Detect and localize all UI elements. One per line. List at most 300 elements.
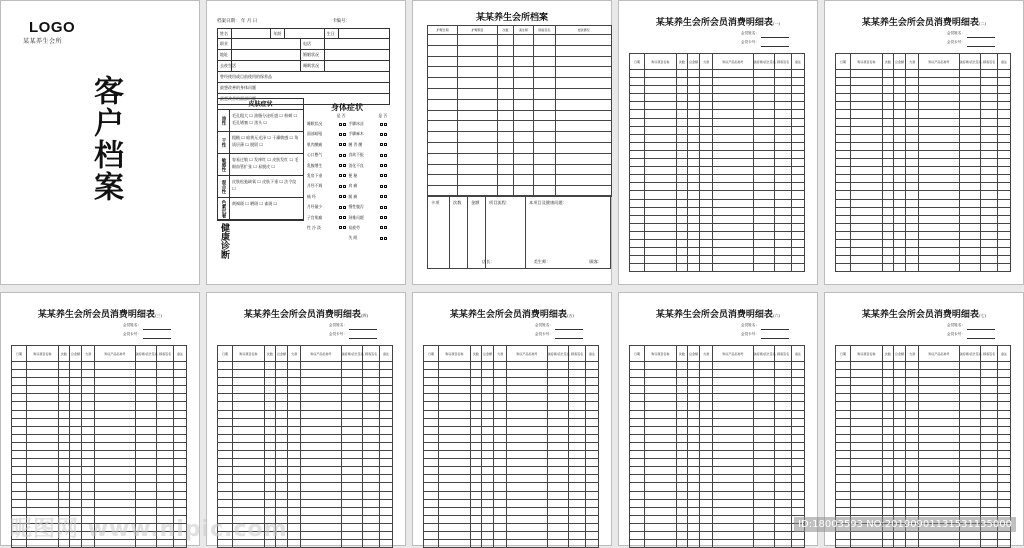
ledger-cell[interactable] [959,256,980,264]
archive-cell[interactable] [458,88,498,99]
ledger-cell[interactable] [288,467,301,475]
ledger-cell[interactable] [882,215,893,223]
ledger-cell[interactable] [380,531,393,539]
ledger-cell[interactable] [644,386,676,394]
ledger-cell[interactable] [753,94,774,102]
ledger-cell[interactable] [438,475,470,483]
ledger-cell[interactable] [687,531,700,539]
ledger-cell[interactable] [687,191,700,199]
ledger-cell[interactable] [644,70,676,78]
archive-cell[interactable] [534,164,556,175]
ledger-cell[interactable] [676,118,687,126]
ledger-cell[interactable] [547,475,568,483]
ledger-cell[interactable] [644,475,676,483]
ledger-cell[interactable] [687,199,700,207]
ledger-cell[interactable] [893,434,906,442]
archive-cell[interactable] [556,142,612,153]
skin-row-options[interactable]: 毛孔粗大 ☐ 油脂分泌旺盛 ☐ 粉刺 ☐ 毛孔堵塞 ☐ 黑头 ☐ [232,113,298,125]
ledger-cell[interactable] [919,167,960,175]
ledger-cell[interactable] [753,167,774,175]
ledger-cell[interactable] [494,362,507,370]
ledger-cell[interactable] [959,239,980,247]
ledger-cell[interactable] [753,159,774,167]
archive-cell[interactable] [428,121,458,132]
ledger-cell[interactable] [775,86,792,94]
ledger-cell[interactable] [174,410,187,418]
ledger-cell[interactable] [363,491,380,499]
ledger-cell[interactable] [586,491,599,499]
ledger-cell[interactable] [424,507,439,515]
ledger-cell[interactable] [753,451,774,459]
ledger-cell[interactable] [58,499,69,507]
ledger-cell[interactable] [644,491,676,499]
ledger-cell[interactable] [676,215,687,223]
ledger-cell[interactable] [380,362,393,370]
ledger-cell[interactable] [998,394,1011,402]
ledger-cell[interactable] [850,434,882,442]
ledger-cell[interactable] [676,183,687,191]
ledger-cell[interactable] [919,499,960,507]
ledger-cell[interactable] [792,256,805,264]
ledger-cell[interactable] [301,442,342,450]
ledger-cell[interactable] [424,467,439,475]
ledger-cell[interactable] [218,491,233,499]
ledger-cell[interactable] [882,426,893,434]
ledger-cell[interactable] [753,256,774,264]
ledger-cell[interactable] [981,402,998,410]
ledger-cell[interactable] [630,94,645,102]
ledger-cell[interactable] [494,467,507,475]
ledger-cell[interactable] [232,434,264,442]
ledger-cell[interactable] [882,264,893,272]
ledger-cell[interactable] [586,378,599,386]
profile-field[interactable] [232,29,272,38]
ledger-cell[interactable] [69,418,82,426]
ledger-cell[interactable] [424,386,439,394]
ledger-cell[interactable] [301,426,342,434]
ledger-cell[interactable] [288,499,301,507]
ledger-cell[interactable] [301,515,342,523]
ledger-cell[interactable] [906,475,919,483]
ledger-cell[interactable] [26,483,58,491]
ledger-cell[interactable] [700,459,713,467]
ledger-cell[interactable] [836,386,851,394]
ledger-cell[interactable] [893,134,906,142]
ledger-cell[interactable] [58,386,69,394]
ledger-cell[interactable] [547,370,568,378]
ledger-cell[interactable] [644,231,676,239]
ledger-cell[interactable] [275,402,288,410]
ledger-cell[interactable] [687,418,700,426]
ledger-cell[interactable] [882,256,893,264]
ledger-cell[interactable] [792,150,805,158]
ledger-cell[interactable] [775,134,792,142]
yes-checkbox[interactable] [339,164,342,167]
no-checkbox[interactable] [384,143,387,146]
ledger-cell[interactable] [850,248,882,256]
ledger-cell[interactable] [959,110,980,118]
ledger-cell[interactable] [424,483,439,491]
ledger-cell[interactable] [644,362,676,370]
ledger-cell[interactable] [775,231,792,239]
ledger-cell[interactable] [792,223,805,231]
ledger-cell[interactable] [882,410,893,418]
ledger-cell[interactable] [713,142,754,150]
ledger-cell[interactable] [644,467,676,475]
ledger-cell[interactable] [586,459,599,467]
ledger-cell[interactable] [775,110,792,118]
ledger-cell[interactable] [753,531,774,539]
no-checkbox[interactable] [384,133,387,136]
ledger-cell[interactable] [882,223,893,231]
ledger-cell[interactable] [906,410,919,418]
ledger-cell[interactable] [232,442,264,450]
ledger-cell[interactable] [264,402,275,410]
ledger-cell[interactable] [906,491,919,499]
ledger-cell[interactable] [26,394,58,402]
ledger-cell[interactable] [998,386,1011,394]
ledger-cell[interactable] [507,507,548,515]
ledger-cell[interactable] [82,491,95,499]
ledger-cell[interactable] [380,540,393,548]
archive-cell[interactable] [556,175,612,186]
ledger-cell[interactable] [481,394,494,402]
ledger-cell[interactable] [438,362,470,370]
ledger-cell[interactable] [981,459,998,467]
ledger-cell[interactable] [630,523,645,531]
ledger-cell[interactable] [470,491,481,499]
ledger-cell[interactable] [882,386,893,394]
ledger-cell[interactable] [470,370,481,378]
ledger-cell[interactable] [836,215,851,223]
ledger-cell[interactable] [95,499,136,507]
member-card-field[interactable] [761,46,789,47]
ledger-cell[interactable] [569,475,586,483]
member-card-field[interactable] [143,338,171,339]
ledger-cell[interactable] [630,191,645,199]
ledger-cell[interactable] [12,394,27,402]
ledger-cell[interactable] [792,118,805,126]
ledger-cell[interactable] [288,394,301,402]
ledger-cell[interactable] [687,78,700,86]
ledger-cell[interactable] [792,467,805,475]
ledger-cell[interactable] [547,386,568,394]
ledger-cell[interactable] [850,110,882,118]
ledger-cell[interactable] [753,223,774,231]
ledger-cell[interactable] [775,491,792,499]
skin-row-options[interactable]: 皮肤松弛缺氧 ☐ 皮肤下垂 ☐ 法令纹 ☐ [232,179,297,191]
ledger-cell[interactable] [919,199,960,207]
ledger-cell[interactable] [218,475,233,483]
ledger-cell[interactable] [700,86,713,94]
ledger-cell[interactable] [586,418,599,426]
ledger-cell[interactable] [775,475,792,483]
ledger-cell[interactable] [676,239,687,247]
ledger-cell[interactable] [998,102,1011,110]
no-checkbox[interactable] [343,216,346,219]
ledger-cell[interactable] [644,94,676,102]
ledger-cell[interactable] [275,378,288,386]
ledger-cell[interactable] [753,110,774,118]
ledger-cell[interactable] [424,459,439,467]
ledger-cell[interactable] [676,451,687,459]
ledger-cell[interactable] [713,442,754,450]
ledger-cell[interactable] [424,426,439,434]
ledger-cell[interactable] [792,142,805,150]
ledger-cell[interactable] [713,459,754,467]
ledger-cell[interactable] [882,231,893,239]
archive-cell[interactable] [514,56,534,67]
ledger-cell[interactable] [676,386,687,394]
ledger-cell[interactable] [893,378,906,386]
ledger-cell[interactable] [157,418,174,426]
ledger-cell[interactable] [981,467,998,475]
no-checkbox[interactable] [384,164,387,167]
ledger-cell[interactable] [906,451,919,459]
yes-checkbox[interactable] [380,185,383,188]
skin-row-options[interactable]: 粗糙 ☐ 暗黄无光泽 ☐ 干燥敏感 ☐ 角质层薄 ☐ 脱屑 ☐ [232,135,299,147]
ledger-cell[interactable] [157,426,174,434]
ledger-cell[interactable] [753,475,774,483]
ledger-cell[interactable] [850,442,882,450]
ledger-cell[interactable] [906,183,919,191]
ledger-cell[interactable] [547,540,568,548]
ledger-cell[interactable] [713,426,754,434]
ledger-cell[interactable] [998,531,1011,539]
ledger-cell[interactable] [438,442,470,450]
ledger-cell[interactable] [157,451,174,459]
ledger-cell[interactable] [494,499,507,507]
ledger-cell[interactable] [713,394,754,402]
ledger-cell[interactable] [959,531,980,539]
ledger-cell[interactable] [95,402,136,410]
ledger-cell[interactable] [264,459,275,467]
ledger-cell[interactable] [494,386,507,394]
ledger-cell[interactable] [700,199,713,207]
ledger-cell[interactable] [998,248,1011,256]
ledger-cell[interactable] [275,394,288,402]
ledger-cell[interactable] [470,362,481,370]
ledger-cell[interactable] [470,475,481,483]
ledger-cell[interactable] [753,499,774,507]
ledger-cell[interactable] [644,378,676,386]
archive-cell[interactable] [534,110,556,121]
ledger-cell[interactable] [26,442,58,450]
ledger-cell[interactable] [753,442,774,450]
ledger-cell[interactable] [301,459,342,467]
ledger-cell[interactable] [882,191,893,199]
ledger-cell[interactable] [919,126,960,134]
ledger-cell[interactable] [893,426,906,434]
ledger-cell[interactable] [676,256,687,264]
profile-field[interactable] [285,29,325,38]
ledger-cell[interactable] [836,110,851,118]
ledger-cell[interactable] [906,499,919,507]
ledger-cell[interactable] [157,434,174,442]
archive-cell[interactable] [556,88,612,99]
archive-cell[interactable] [514,164,534,175]
ledger-cell[interactable] [850,499,882,507]
ledger-cell[interactable] [586,499,599,507]
archive-cell[interactable] [458,56,498,67]
ledger-cell[interactable] [700,142,713,150]
ledger-cell[interactable] [687,491,700,499]
ledger-cell[interactable] [713,191,754,199]
ledger-cell[interactable] [959,434,980,442]
ledger-cell[interactable] [630,475,645,483]
ledger-cell[interactable] [919,70,960,78]
ledger-cell[interactable] [687,167,700,175]
ledger-cell[interactable] [547,451,568,459]
ledger-cell[interactable] [438,451,470,459]
ledger-cell[interactable] [157,483,174,491]
ledger-cell[interactable] [301,475,342,483]
ledger-cell[interactable] [301,386,342,394]
ledger-cell[interactable] [676,223,687,231]
ledger-cell[interactable] [893,507,906,515]
ledger-cell[interactable] [644,426,676,434]
ledger-cell[interactable] [687,150,700,158]
ledger-cell[interactable] [998,410,1011,418]
ledger-cell[interactable] [12,475,27,483]
ledger-cell[interactable] [301,410,342,418]
ledger-cell[interactable] [919,451,960,459]
ledger-cell[interactable] [82,451,95,459]
ledger-cell[interactable] [981,215,998,223]
ledger-cell[interactable] [919,183,960,191]
ledger-cell[interactable] [363,523,380,531]
ledger-cell[interactable] [882,134,893,142]
ledger-cell[interactable] [264,378,275,386]
ledger-cell[interactable] [893,467,906,475]
archive-cell[interactable] [458,110,498,121]
ledger-cell[interactable] [676,434,687,442]
ledger-cell[interactable] [341,402,362,410]
ledger-cell[interactable] [775,215,792,223]
ledger-cell[interactable] [981,86,998,94]
profile-field[interactable] [232,61,301,71]
ledger-cell[interactable] [481,459,494,467]
ledger-cell[interactable] [981,199,998,207]
ledger-cell[interactable] [700,475,713,483]
ledger-cell[interactable] [644,159,676,167]
ledger-cell[interactable] [275,491,288,499]
ledger-cell[interactable] [157,475,174,483]
archive-cell[interactable] [514,99,534,110]
ledger-cell[interactable] [893,442,906,450]
ledger-cell[interactable] [275,475,288,483]
ledger-cell[interactable] [547,378,568,386]
ledger-cell[interactable] [676,531,687,539]
ledger-cell[interactable] [630,483,645,491]
ledger-cell[interactable] [82,467,95,475]
ledger-cell[interactable] [713,102,754,110]
ledger-cell[interactable] [687,215,700,223]
profile-field[interactable] [325,61,389,71]
ledger-cell[interactable] [753,248,774,256]
ledger-cell[interactable] [792,199,805,207]
ledger-cell[interactable] [906,370,919,378]
ledger-cell[interactable] [644,483,676,491]
ledger-cell[interactable] [882,491,893,499]
ledger-cell[interactable] [919,386,960,394]
ledger-cell[interactable] [998,231,1011,239]
ledger-cell[interactable] [959,264,980,272]
ledger-cell[interactable] [700,540,713,548]
ledger-cell[interactable] [893,110,906,118]
ledger-cell[interactable] [687,207,700,215]
ledger-cell[interactable] [687,370,700,378]
ledger-cell[interactable] [275,410,288,418]
ledger-cell[interactable] [630,410,645,418]
ledger-cell[interactable] [481,483,494,491]
ledger-cell[interactable] [981,134,998,142]
ledger-cell[interactable] [630,86,645,94]
ledger-cell[interactable] [700,426,713,434]
ledger-cell[interactable] [630,459,645,467]
yes-checkbox[interactable] [339,123,342,126]
ledger-cell[interactable] [998,239,1011,247]
ledger-cell[interactable] [713,248,754,256]
ledger-cell[interactable] [569,467,586,475]
ledger-cell[interactable] [906,239,919,247]
ledger-cell[interactable] [836,362,851,370]
ledger-cell[interactable] [998,159,1011,167]
ledger-cell[interactable] [275,426,288,434]
ledger-cell[interactable] [135,451,156,459]
ledger-cell[interactable] [753,191,774,199]
archive-cell[interactable] [498,88,514,99]
ledger-cell[interactable] [630,386,645,394]
ledger-cell[interactable] [906,150,919,158]
ledger-cell[interactable] [700,362,713,370]
ledger-cell[interactable] [998,126,1011,134]
ledger-cell[interactable] [850,150,882,158]
ledger-cell[interactable] [775,426,792,434]
ledger-cell[interactable] [882,248,893,256]
archive-cell[interactable] [534,45,556,56]
ledger-cell[interactable] [676,507,687,515]
ledger-cell[interactable] [135,483,156,491]
ledger-cell[interactable] [174,491,187,499]
yes-checkbox[interactable] [380,195,383,198]
ledger-cell[interactable] [380,459,393,467]
ledger-cell[interactable] [218,386,233,394]
archive-cell[interactable] [428,56,458,67]
ledger-cell[interactable] [676,102,687,110]
ledger-cell[interactable] [586,467,599,475]
profile-field[interactable] [232,50,301,60]
ledger-cell[interactable] [893,223,906,231]
ledger-cell[interactable] [792,540,805,548]
ledger-cell[interactable] [850,86,882,94]
ledger-cell[interactable] [836,499,851,507]
ledger-cell[interactable] [481,386,494,394]
ledger-cell[interactable] [687,386,700,394]
body-item-checks[interactable] [379,192,387,202]
ledger-cell[interactable] [981,167,998,175]
body-item-checks[interactable] [338,129,346,139]
ledger-cell[interactable] [135,491,156,499]
ledger-cell[interactable] [919,378,960,386]
ledger-cell[interactable] [630,467,645,475]
ledger-cell[interactable] [700,483,713,491]
ledger-cell[interactable] [12,434,27,442]
ledger-cell[interactable] [424,394,439,402]
ledger-cell[interactable] [494,451,507,459]
ledger-cell[interactable] [82,378,95,386]
archive-cell[interactable] [556,164,612,175]
